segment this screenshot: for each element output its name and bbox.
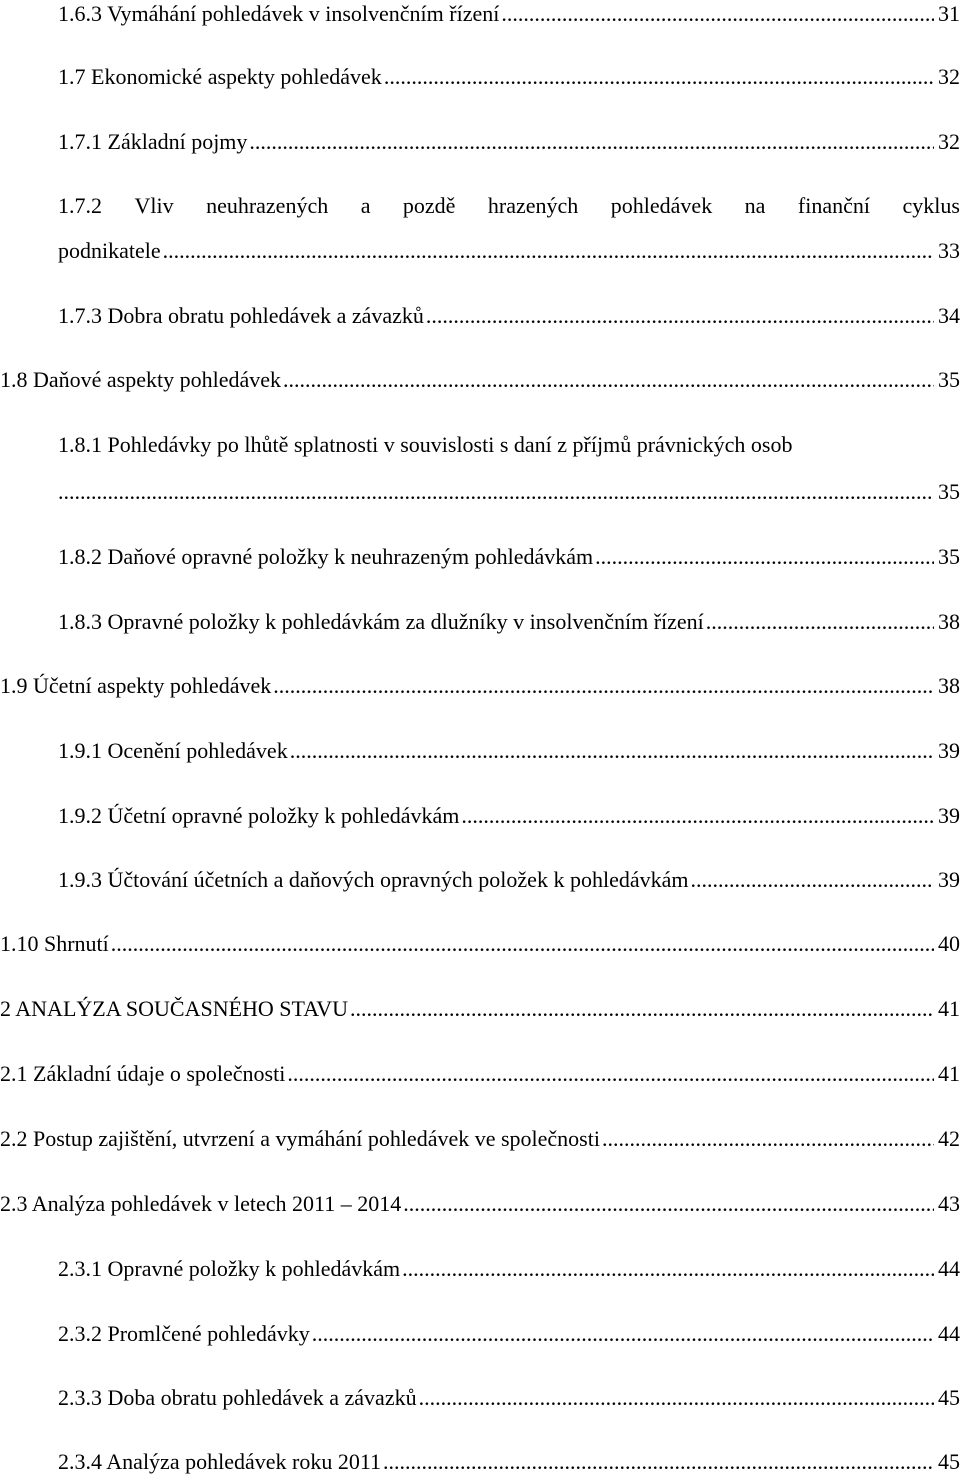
toc-entry-page: 34 (938, 303, 960, 328)
title-word: pozdě (402, 193, 456, 218)
toc-entry[interactable] (0, 995, 960, 1023)
dot-leader (350, 995, 934, 1023)
toc-entry-title: 1.8 Daňové aspekty pohledávek (0, 367, 282, 392)
toc-entry-title: 1.10 Shrnutí (0, 931, 109, 956)
toc-entry-title: 1.9.1 Ocenění pohledávek (58, 738, 288, 763)
toc-entry-page: 35 (938, 367, 960, 392)
toc-entry-title: 2.1 Základní údaje o společnosti (0, 1061, 286, 1086)
dot-leader (163, 237, 934, 265)
toc-entry-page: 45 (938, 1449, 960, 1474)
toc-entry-title: 2 ANALÝZA SOUČASNÉHO STAVU (0, 996, 349, 1021)
toc-entry-page: 39 (938, 867, 960, 892)
toc-entry-page: 38 (938, 609, 960, 634)
toc-entry[interactable] (58, 63, 960, 91)
toc-entry[interactable] (0, 366, 960, 394)
toc-entry-title: 2.2 Postup zajištění, utvrzení a vymáhání pohledávek ve společnosti (0, 1126, 600, 1151)
toc-entry[interactable] (58, 237, 960, 265)
dot-leader (419, 1384, 934, 1412)
toc-entry-title: 1.7.3 Dobra obratu pohledávek a závazků (58, 303, 424, 328)
toc-entry-title: 1.8.3 Opravné položky k pohledávkám za dlužníky v insolvenčním řízení (58, 609, 704, 634)
dot-leader (461, 802, 934, 830)
title-word: finanční (797, 193, 870, 218)
toc-entry[interactable] (0, 1125, 960, 1153)
toc-entry-title: 1.8.2 Daňové opravné položky k neuhrazeným pohledávkám (58, 544, 594, 569)
dot-leader (602, 1125, 934, 1153)
toc-entry[interactable] (58, 0, 960, 28)
dot-leader (312, 1320, 934, 1348)
dot-leader (426, 302, 934, 330)
toc-entry[interactable] (58, 1255, 960, 1283)
toc-entry[interactable] (58, 302, 960, 330)
toc-entry-title: 2.3.2 Promlčené pohledávky (58, 1321, 310, 1346)
dot-leader (690, 866, 934, 894)
dot-leader (384, 63, 934, 91)
toc-entry[interactable] (58, 1384, 960, 1412)
toc-entry-page: 41 (938, 996, 960, 1021)
toc-entry-page: 35 (938, 544, 960, 569)
dot-leader (283, 366, 934, 394)
toc-entry-page: 44 (938, 1256, 960, 1281)
toc-entry-page: 31 (938, 1, 960, 26)
title-word: hrazených (487, 193, 579, 218)
dot-leader (290, 737, 934, 765)
title-word: na (744, 193, 766, 218)
toc-entry-page: 39 (938, 803, 960, 828)
toc-entry-page: 44 (938, 1321, 960, 1346)
dot-leader (111, 930, 934, 958)
toc-entry-page: 39 (938, 738, 960, 763)
toc-entry-title: 1.7.1 Základní pojmy (58, 129, 248, 154)
title-word: 1.7.2 (58, 193, 102, 218)
toc-entry-page: 32 (938, 129, 960, 154)
toc-entry-page: 42 (938, 1126, 960, 1151)
toc-entry[interactable] (58, 128, 960, 156)
toc-entry-title-line2: podnikatele (58, 238, 161, 263)
dot-leader (706, 608, 934, 636)
toc-entry-page: 43 (938, 1191, 960, 1216)
dot-leader (273, 672, 934, 700)
title-word: neuhrazených (206, 193, 329, 218)
toc-entry-title: 2.3 Analýza pohledávek v letech 2011 – 2014 (0, 1191, 402, 1216)
toc-entry[interactable] (58, 802, 960, 830)
dot-leader (402, 1255, 934, 1283)
dot-leader (501, 0, 934, 28)
dot-leader (249, 128, 934, 156)
toc-entry-page: 45 (938, 1385, 960, 1410)
toc-entry-title: 1.8.1 Pohledávky po lhůtě splatnosti v souvislosti s daní z příjmů právnických osob (58, 432, 793, 457)
toc-entry[interactable] (58, 1320, 960, 1348)
toc-entry[interactable] (0, 672, 960, 700)
toc-entry-page: 33 (938, 238, 960, 263)
toc-entry-title-line1[interactable] (58, 431, 960, 459)
toc-entry-title: 1.7 Ekonomické aspekty pohledávek (58, 64, 382, 89)
toc-entry-page: 40 (938, 931, 960, 956)
toc-entry[interactable] (58, 1448, 960, 1476)
toc-entry-title: 1.6.3 Vymáhání pohledávek v insolvenčním řízení (58, 1, 500, 26)
toc-entry[interactable] (58, 478, 960, 506)
toc-entry-title: 1.9.2 Účetní opravné položky k pohledávkám (58, 803, 460, 828)
toc-entry-page: 38 (938, 673, 960, 698)
toc-entry-title: 2.3.1 Opravné položky k pohledávkám (58, 1256, 401, 1281)
toc-entry-page: 35 (938, 479, 960, 504)
toc-entry-title: 2.3.4 Analýza pohledávek roku 2011 (58, 1449, 381, 1474)
toc-entry[interactable] (0, 1190, 960, 1218)
toc-entry-title: 1.9.3 Účtování účetních a daňových opravných položek k pohledávkám (58, 867, 689, 892)
title-word: pohledávek (610, 193, 713, 218)
toc-entry-title: 1.9 Účetní aspekty pohledávek (0, 673, 272, 698)
toc-entry[interactable] (0, 1060, 960, 1088)
title-word: cyklus (902, 193, 960, 218)
dot-leader (383, 1448, 934, 1476)
toc-entry-page: 41 (938, 1061, 960, 1086)
dot-leader (403, 1190, 934, 1218)
title-word: a (360, 193, 371, 218)
title-word: Vliv (134, 193, 174, 218)
toc-entry[interactable] (0, 930, 960, 958)
toc-entry[interactable] (58, 543, 960, 571)
dot-leader (287, 1060, 934, 1088)
dot-leader (595, 543, 934, 571)
toc-entry-page: 32 (938, 64, 960, 89)
dot-leader (58, 478, 934, 506)
toc-entry[interactable] (58, 608, 960, 636)
toc-entry[interactable] (58, 866, 960, 894)
toc-entry-title: 2.3.3 Doba obratu pohledávek a závazků (58, 1385, 417, 1410)
toc-entry-title-line1[interactable] (58, 192, 960, 220)
toc-entry[interactable] (58, 737, 960, 765)
